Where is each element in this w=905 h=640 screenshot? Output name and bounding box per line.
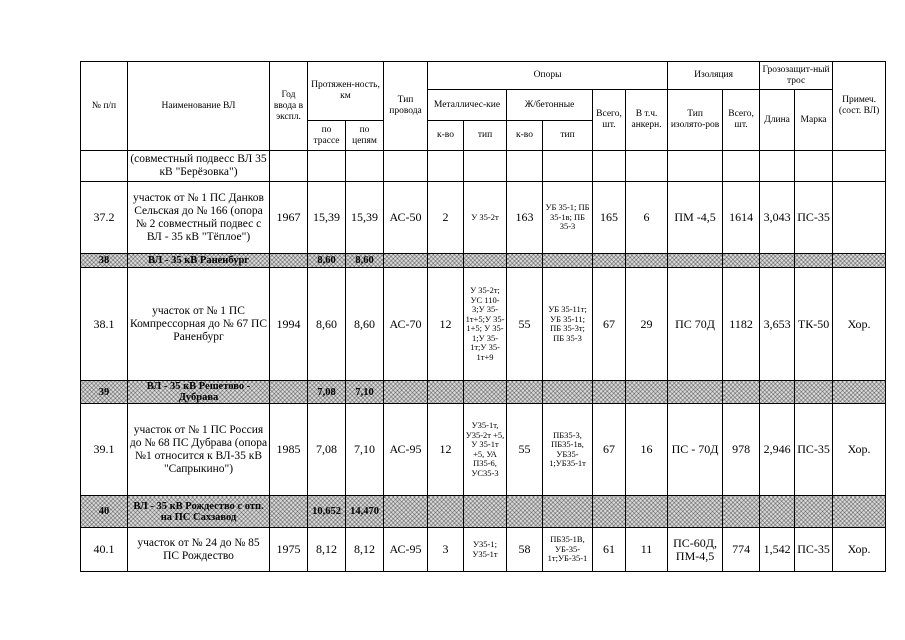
length-circuits-cell: 8,60	[346, 268, 384, 381]
metal-type-cell	[464, 496, 507, 528]
concrete-count-cell	[507, 254, 543, 268]
metal-type-cell: У 35-2т	[464, 182, 507, 254]
length-circuits-cell: 8,12	[346, 528, 384, 572]
table-body	[81, 62, 886, 572]
gw-length-cell: 1,542	[760, 528, 795, 572]
concrete-type-cell	[543, 151, 593, 182]
header-concrete-type: тип	[543, 121, 593, 151]
wire-type-cell: АС-95	[384, 528, 428, 572]
insulator-type-cell	[668, 496, 723, 528]
insulator-type-cell	[668, 254, 723, 268]
insulator-total-cell	[723, 381, 760, 404]
year-cell: 1975	[270, 528, 308, 572]
header-incl-anchor: В т.ч. анкерн.	[626, 90, 668, 151]
wire-type-cell: АС-50	[384, 182, 428, 254]
length-circuits-cell: 15,39	[346, 182, 384, 254]
line-name: ВЛ - 35 кВ Рождество с отп. на ПС Сахзавод	[128, 496, 270, 528]
length-circuits-cell	[346, 151, 384, 182]
header-metal: Металличес-кие	[428, 90, 507, 121]
header-concrete-count: к-во	[507, 121, 543, 151]
concrete-count-cell	[507, 151, 543, 182]
header-supports: Опоры	[428, 62, 668, 90]
gw-brand-cell	[795, 496, 833, 528]
header-metal-count: к-во	[428, 121, 464, 151]
concrete-type-cell: УБ 35-11т; УБ 35-11; ПБ 35-3т; ПБ 35-3	[543, 268, 593, 381]
metal-count-cell	[428, 151, 464, 182]
note-cell	[833, 381, 886, 404]
insulator-type-cell: ПС 70Д	[668, 268, 723, 381]
gw-length-cell	[760, 496, 795, 528]
year-cell	[270, 381, 308, 404]
length-route-cell: 7,08	[308, 381, 346, 404]
length-circuits-cell: 7,10	[346, 381, 384, 404]
wire-type-cell	[384, 496, 428, 528]
anchor-cell: 16	[626, 404, 668, 496]
line-name: участок от № 1 ПС Данков Сельская до № 166 (опора № 2 совместный подвес с ВЛ - 35 кВ "Тёплое")	[128, 182, 270, 254]
header-row-1	[81, 62, 886, 90]
year-cell	[270, 151, 308, 182]
line-name: ВЛ - 35 кВ Решетово - Дубрава	[128, 381, 270, 404]
insulator-total-cell: 774	[723, 528, 760, 572]
length-circuits-cell: 8,60	[346, 254, 384, 268]
row-number: 38	[81, 254, 128, 268]
length-circuits-cell: 14,470	[346, 496, 384, 528]
row-number: 39.1	[81, 404, 128, 496]
gw-length-cell	[760, 254, 795, 268]
section-row	[81, 254, 886, 268]
header-metal-type: тип	[464, 121, 507, 151]
length-route-cell: 8,60	[308, 254, 346, 268]
anchor-cell: 6	[626, 182, 668, 254]
gw-length-cell: 3,043	[760, 182, 795, 254]
metal-count-cell: 2	[428, 182, 464, 254]
metal-count-cell: 3	[428, 528, 464, 572]
year-cell	[270, 254, 308, 268]
total-cell	[593, 496, 626, 528]
row-number	[81, 151, 128, 182]
length-route-cell: 10,652	[308, 496, 346, 528]
total-cell: 67	[593, 404, 626, 496]
header-length: Протяжен-ность, км	[308, 62, 384, 121]
concrete-type-cell: ПБ35-3, ПБ35-1в, УБ35-1;УБ35-1т	[543, 404, 593, 496]
anchor-cell: 11	[626, 528, 668, 572]
header-concrete: Ж/бетонные	[507, 90, 593, 121]
concrete-type-cell: ПБ35-1В, УБ-35-1т;УБ-35-1	[543, 528, 593, 572]
insulator-type-cell	[668, 381, 723, 404]
year-cell: 1985	[270, 404, 308, 496]
insulator-total-cell: 978	[723, 404, 760, 496]
gw-brand-cell	[795, 254, 833, 268]
gw-length-cell: 3,653	[760, 268, 795, 381]
insulator-total-cell	[723, 496, 760, 528]
header-total-pcs: Всего, шт.	[593, 90, 626, 151]
gw-brand-cell: ПС-35	[795, 182, 833, 254]
length-route-cell: 7,08	[308, 404, 346, 496]
metal-count-cell	[428, 254, 464, 268]
power-lines-table	[80, 61, 886, 572]
section-row	[81, 381, 886, 404]
gw-brand-cell: ПС-35	[795, 404, 833, 496]
note-cell	[833, 496, 886, 528]
year-cell: 1967	[270, 182, 308, 254]
metal-type-cell: У35-1т, У35-2т +5, У 35-1т +5, УА П35-6, УС35-3	[464, 404, 507, 496]
anchor-cell	[626, 496, 668, 528]
year-cell	[270, 496, 308, 528]
header-length-route: по трассе	[308, 121, 346, 151]
gw-brand-cell: ТК-50	[795, 268, 833, 381]
wire-type-cell	[384, 381, 428, 404]
metal-type-cell	[464, 254, 507, 268]
insulator-type-cell	[668, 151, 723, 182]
length-circuits-cell: 7,10	[346, 404, 384, 496]
header-num: № п/п	[81, 62, 128, 151]
metal-type-cell: У35-1; У35-1т	[464, 528, 507, 572]
row-number: 40	[81, 496, 128, 528]
header-wire-type: Тип провода	[384, 62, 428, 151]
insulator-total-cell: 1182	[723, 268, 760, 381]
header-year: Год ввода в экспл.	[270, 62, 308, 151]
year-cell: 1994	[270, 268, 308, 381]
metal-type-cell: У 35-2т; УС 110-3;У 35-1т+5;У 35-1+5; У 35-1;У 35-1т;У 35-1т+9	[464, 268, 507, 381]
insulator-total-cell	[723, 254, 760, 268]
concrete-count-cell: 55	[507, 404, 543, 496]
length-route-cell: 15,39	[308, 182, 346, 254]
anchor-cell	[626, 151, 668, 182]
gw-length-cell: 2,946	[760, 404, 795, 496]
table-row	[81, 151, 886, 182]
metal-count-cell	[428, 496, 464, 528]
table-row	[81, 182, 886, 254]
metal-type-cell	[464, 381, 507, 404]
section-row	[81, 496, 886, 528]
wire-type-cell	[384, 151, 428, 182]
concrete-count-cell: 55	[507, 268, 543, 381]
note-cell: Хор.	[833, 268, 886, 381]
anchor-cell	[626, 381, 668, 404]
header-insulator-type: Тип изолято-ров	[668, 90, 723, 151]
concrete-type-cell	[543, 381, 593, 404]
anchor-cell: 29	[626, 268, 668, 381]
total-cell: 165	[593, 182, 626, 254]
total-cell: 61	[593, 528, 626, 572]
note-cell: Хор.	[833, 404, 886, 496]
wire-type-cell: АС-70	[384, 268, 428, 381]
length-route-cell: 8,60	[308, 268, 346, 381]
wire-type-cell: АС-95	[384, 404, 428, 496]
concrete-count-cell: 163	[507, 182, 543, 254]
metal-count-cell: 12	[428, 268, 464, 381]
length-route-cell: 8,12	[308, 528, 346, 572]
insulator-total-cell	[723, 151, 760, 182]
anchor-cell	[626, 254, 668, 268]
line-name: (совместный подвесс ВЛ 35 кВ "Берёзовка")	[128, 151, 270, 182]
length-route-cell	[308, 151, 346, 182]
note-cell: Хор.	[833, 528, 886, 572]
insulator-type-cell: ПМ -4,5	[668, 182, 723, 254]
row-number: 37.2	[81, 182, 128, 254]
line-name: участок от № 1 ПС Компрессорная до № 67 ПС Раненбург	[128, 268, 270, 381]
row-number: 38.1	[81, 268, 128, 381]
row-number: 39	[81, 381, 128, 404]
header-length-circuits: по цепям	[346, 121, 384, 151]
concrete-count-cell: 58	[507, 528, 543, 572]
concrete-count-cell	[507, 381, 543, 404]
header-insulation: Изоляция	[668, 62, 760, 90]
total-cell: 67	[593, 268, 626, 381]
concrete-type-cell	[543, 254, 593, 268]
gw-brand-cell: ПС-35	[795, 528, 833, 572]
header-insulator-total: Всего, шт.	[723, 90, 760, 151]
header-gw-brand: Марка	[795, 90, 833, 151]
gw-length-cell	[760, 151, 795, 182]
header-note: Примеч. (сост. ВЛ)	[833, 62, 886, 151]
total-cell	[593, 381, 626, 404]
insulator-type-cell: ПС-60Д, ПМ-4,5	[668, 528, 723, 572]
concrete-count-cell	[507, 496, 543, 528]
header-ground-wire: Грозозащит-ный трос	[760, 62, 833, 90]
header-name: Наименование ВЛ	[128, 62, 270, 151]
gw-brand-cell	[795, 381, 833, 404]
gw-brand-cell	[795, 151, 833, 182]
metal-type-cell	[464, 151, 507, 182]
concrete-type-cell	[543, 496, 593, 528]
total-cell	[593, 151, 626, 182]
concrete-type-cell: УБ 35-1; ПБ 35-1в; ПБ 35-3	[543, 182, 593, 254]
note-cell	[833, 182, 886, 254]
metal-count-cell: 12	[428, 404, 464, 496]
note-cell	[833, 254, 886, 268]
table-row	[81, 268, 886, 381]
metal-count-cell	[428, 381, 464, 404]
line-name: ВЛ - 35 кВ Раненбург	[128, 254, 270, 268]
row-number: 40.1	[81, 528, 128, 572]
insulator-total-cell: 1614	[723, 182, 760, 254]
line-name: участок от № 1 ПС Россия до № 68 ПС Дубрава (опора №1 относится к ВЛ-35 кВ "Сапрыкино")	[128, 404, 270, 496]
line-name: участок от № 24 до № 85 ПС Рождество	[128, 528, 270, 572]
header-gw-length: Длина	[760, 90, 795, 151]
table-row	[81, 528, 886, 572]
table-row	[81, 404, 886, 496]
insulator-type-cell: ПС - 70Д	[668, 404, 723, 496]
gw-length-cell	[760, 381, 795, 404]
wire-type-cell	[384, 254, 428, 268]
note-cell	[833, 151, 886, 182]
total-cell	[593, 254, 626, 268]
